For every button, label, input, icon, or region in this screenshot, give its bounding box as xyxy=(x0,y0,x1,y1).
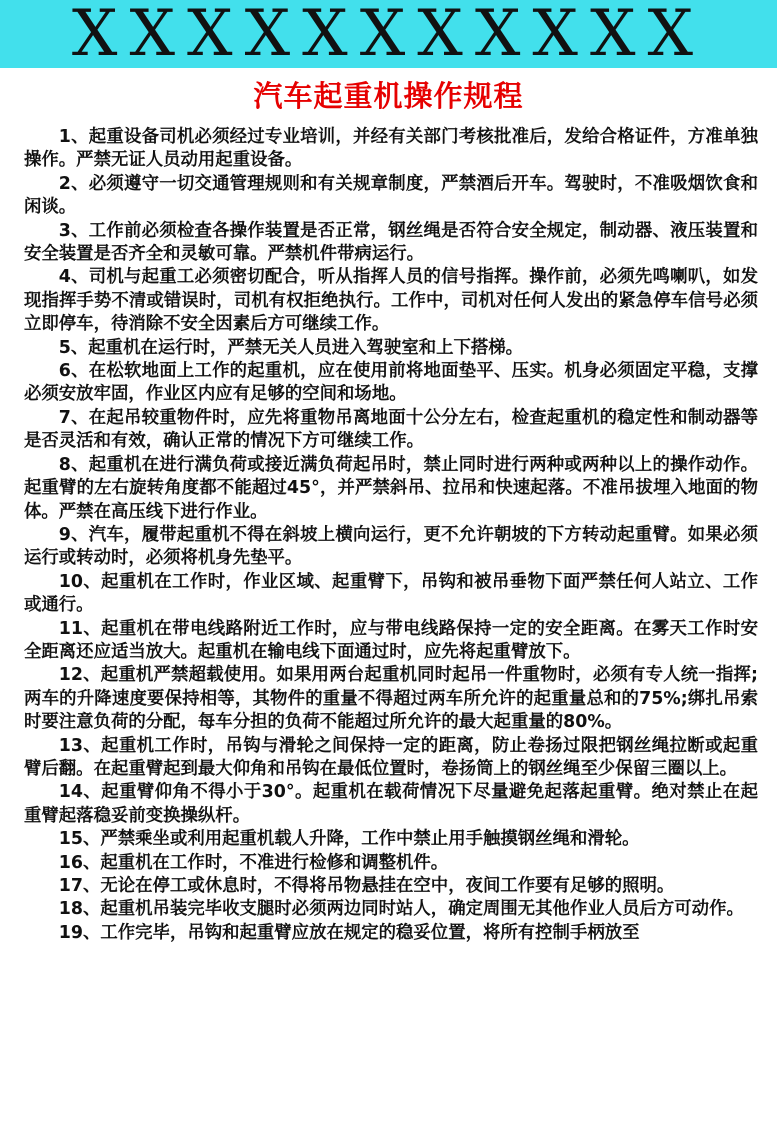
rule-item: 8、起重机在进行满负荷或接近满负荷起吊时，禁止同时进行两种或两种以上的操作动作。起重臂的左右旋转角度都不能超过45°，并严禁斜吊、拉吊和快速起落。不准吊拔埋入地面的物体。严禁在高压线下进行作业。 xyxy=(24,454,758,522)
rule-item: 10、起重机在工作时，作业区域、起重臂下，吊钩和被吊垂物下面严禁任何人站立、工作或通行。 xyxy=(24,571,758,616)
rule-item: 19、工作完毕，吊钩和起重臂应放在规定的稳妥位置，将所有控制手柄放至 xyxy=(58,922,640,943)
rule-item: 12、起重机严禁超载使用。如果用两台起重机同时起吊一件重物时，必须有专人统一指挥;两车的升降速度要保持相等，其物件的重量不得超过两车所允许的起重量总和的75%;绑扎吊索时要注意负荷的分配，每车分担的负荷不能超过所允许的最大起重量的80%。 xyxy=(24,665,758,733)
rule-item: 5、起重机在运行时，严禁无关人员进入驾驶室和上下搭梯。 xyxy=(58,337,524,358)
rule-item: 15、严禁乘坐或利用起重机载人升降，工作中禁止用手触摸钢丝绳和滑轮。 xyxy=(58,829,640,850)
rule-item: 4、司机与起重工必须密切配合，听从指挥人员的信号指挥。操作前，必须先鸣喇叭，如发现指挥手势不清或错误时，司机有权拒绝执行。工作中，司机对任何人发出的紧急停车信号必须立即停车，待消除不安全因素后方可继续工作。 xyxy=(24,267,758,335)
rule-item: 13、起重机工作时，吊钩与滑轮之间保持一定的距离，防止卷扬过限把钢丝绳拉断或起重臂后翻。在起重臂起到最大仰角和吊钩在最低位置时，卷扬筒上的钢丝绳至少保留三圈以上。 xyxy=(24,735,758,779)
rule-item: 2、必须遵守一切交通管理规则和有关规章制度，严禁酒后开车。驾驶时，不准吸烟饮食和闲谈。 xyxy=(24,173,758,218)
rules-body xyxy=(24,126,758,945)
header-placeholder-text: XXXXXXXXXXX xyxy=(71,0,706,71)
document-title: 汽车起重机操作规程 xyxy=(253,79,524,113)
rule-item: 17、无论在停工或休息时，不得将吊物悬挂在空中，夜间工作要有足够的照明。 xyxy=(58,876,675,896)
rule-item: 1、起重设备司机必须经过专业培训，并经有关部门考核批准后，发给合格证件，方准单独操作。严禁无证人员动用起重设备。 xyxy=(24,127,758,171)
rule-item: 7、在起吊较重物件时，应先将重物吊离地面十公分左右，检查起重机的稳定性和制动器等是否灵活和有效，确认正常的情况下方可继续工作。 xyxy=(24,407,758,452)
rule-item: 6、在松软地面上工作的起重机，应在使用前将地面垫平、压实。机身必须固定平稳，支撑必须安放牢固，作业区内应有足够的空间和场地。 xyxy=(24,361,758,405)
rule-item: 3、工作前必须检查各操作装置是否正常，钢丝绳是否符合安全规定，制动器、液压装置和安全装置是否齐全和灵敏可靠。严禁机件带病运行。 xyxy=(24,220,758,265)
rule-item: 9、汽车，履带起重机不得在斜坡上横向运行，更不允许朝坡的下方转动起重臂。如果必须运行或转动时，必须将机身先垫平。 xyxy=(24,524,758,569)
rule-item: 11、起重机在带电线路附近工作时，应与带电线路保持一定的安全距离。在雾天工作时安全距离还应适当放大。起重机在输电线下面通过时，应先将起重臂放下。 xyxy=(24,618,758,662)
rule-item: 18、起重机吊装完毕收支腿时必须两边同时站人，确定周围无其他作业人员后方可动作。 xyxy=(58,899,744,920)
rule-item: 16、起重机在工作时，不准进行检修和调整机件。 xyxy=(58,852,449,873)
rule-item: 14、起重臂仰角不得小于30°。起重机在载荷情况下尽量避免起落起重臂。绝对禁止在起重臂起落稳妥前变换操纵杆。 xyxy=(24,782,758,826)
